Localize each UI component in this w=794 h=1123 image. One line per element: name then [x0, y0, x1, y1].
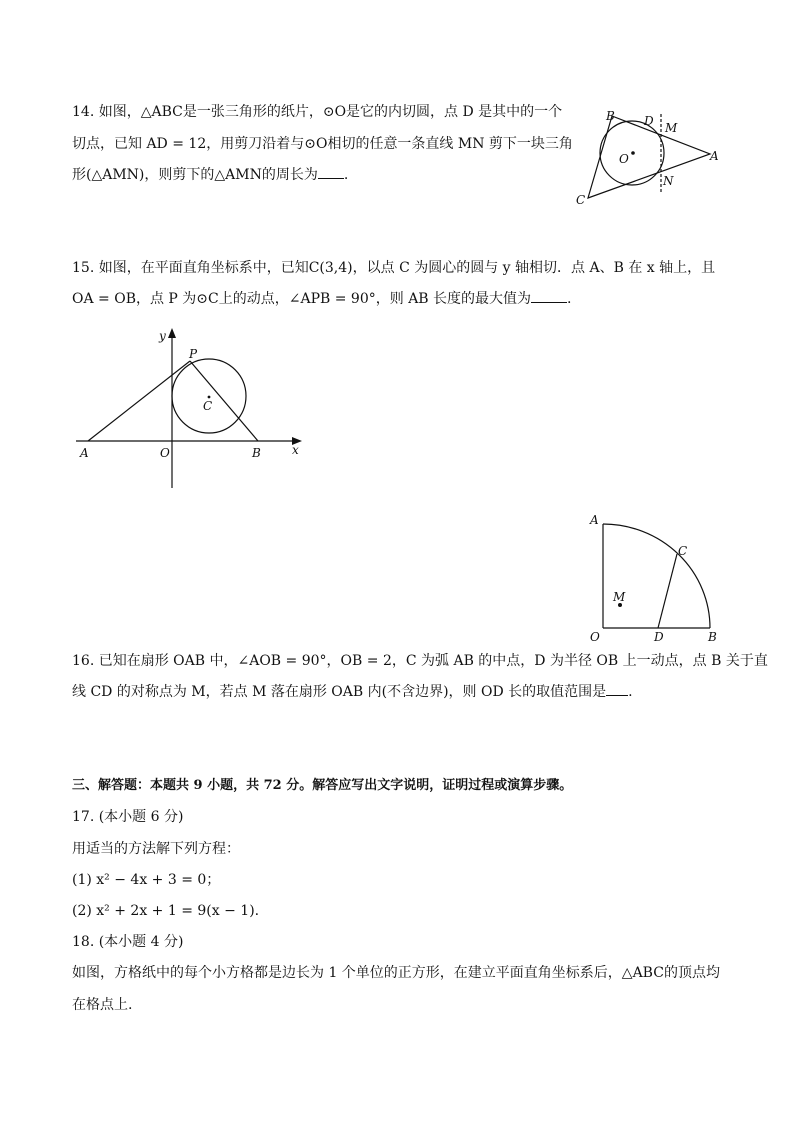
p17-title: 17. (本小题 6 分) — [72, 809, 184, 825]
p18-line1: 如图，方格纸中的每个小方格都是边长为 1 个单位的正方形，在建立平面直角坐标系后，△ABC的顶点均 — [72, 965, 720, 981]
label-o: O — [590, 630, 600, 644]
triangle-incircle-figure — [560, 100, 740, 210]
sector-figure — [585, 508, 730, 648]
label-d: D — [644, 114, 654, 128]
label-y: y — [159, 329, 166, 343]
segment-pb — [190, 361, 258, 441]
p15-line2 — [72, 290, 572, 308]
p17-equation-2: (2) x² + 2x + 1 = 9(x − 1). — [72, 903, 260, 919]
triangle-abc — [588, 116, 710, 198]
end-mark: . — [628, 684, 633, 700]
center-o-dot — [631, 151, 635, 155]
label-m: M — [613, 590, 626, 604]
end-mark: . — [343, 167, 349, 183]
p14-line3 — [72, 166, 348, 184]
section-heading: 三、解答题：本题共 9 小题，共 72 分。解答应写出文字说明，证明过程或演算步骤。 — [72, 778, 573, 793]
segment-cd — [658, 554, 677, 628]
arc-ab — [603, 524, 710, 628]
coordinate-circle-figure — [70, 320, 310, 495]
label-c: C — [576, 193, 586, 207]
label-a: A — [710, 149, 719, 163]
label-d: D — [654, 630, 664, 644]
y-axis-arrow — [168, 328, 176, 338]
label-a: A — [80, 446, 89, 460]
end-mark: . — [567, 291, 572, 307]
p17-equation-1: (1) x² − 4x + 3 = 0； — [72, 872, 221, 888]
center-c-dot — [208, 396, 211, 399]
p17-instruction: 用适当的方法解下列方程： — [72, 841, 240, 857]
label-c: C — [678, 544, 688, 558]
label-b: B — [606, 109, 615, 123]
p18-title: 18. (本小题 4 分) — [72, 934, 184, 950]
answer-blank — [606, 683, 628, 696]
label-b: B — [708, 630, 717, 644]
p14-line2: 切点，已知 AD = 12，用剪刀沿着与⊙O相切的任意一条直线 MN 剪下一块三角 — [72, 136, 573, 152]
p14-line1: 14. 如图，△ABC是一张三角形的纸片，⊙O是它的内切圆，点 D 是其中的一个 — [72, 104, 563, 120]
segment-ap — [88, 361, 190, 441]
p14-line3-text: 形(△AMN)，则剪下的△AMN的周长为 — [72, 167, 318, 183]
answer-blank — [318, 166, 344, 179]
label-b: B — [252, 446, 261, 460]
label-m: M — [665, 121, 678, 135]
label-n: N — [663, 174, 674, 188]
p15-line2-text: OA = OB，点 P 为⊙C上的动点，∠APB = 90°，则 AB 长度的最大值为 — [72, 291, 532, 307]
p16-line2-text: 线 CD 的对称点为 M，若点 M 落在扇形 OAB 内(不含边界)，则 OD 长的取值范围是 — [72, 684, 607, 700]
p15-line1: 15. 如图，在平面直角坐标系中，已知C(3,4)，以点 C 为圆心的圆与 y 轴相切．点 A、B 在 x 轴上，且 — [72, 260, 716, 276]
label-p: P — [189, 347, 198, 361]
answer-blank — [531, 290, 567, 303]
label-x: x — [292, 443, 299, 457]
label-o: O — [619, 152, 629, 166]
label-c: C — [203, 399, 213, 413]
label-o: O — [160, 446, 170, 460]
label-a: A — [590, 513, 599, 527]
p16-line2 — [72, 683, 633, 701]
p18-line2: 在格点上. — [72, 997, 133, 1013]
p16-line1: 16. 已知在扇形 OAB 中，∠AOB = 90°，OB = 2，C 为弧 AB 的中点，D 为半径 OB 上一动点，点 B 关于直 — [72, 653, 768, 669]
